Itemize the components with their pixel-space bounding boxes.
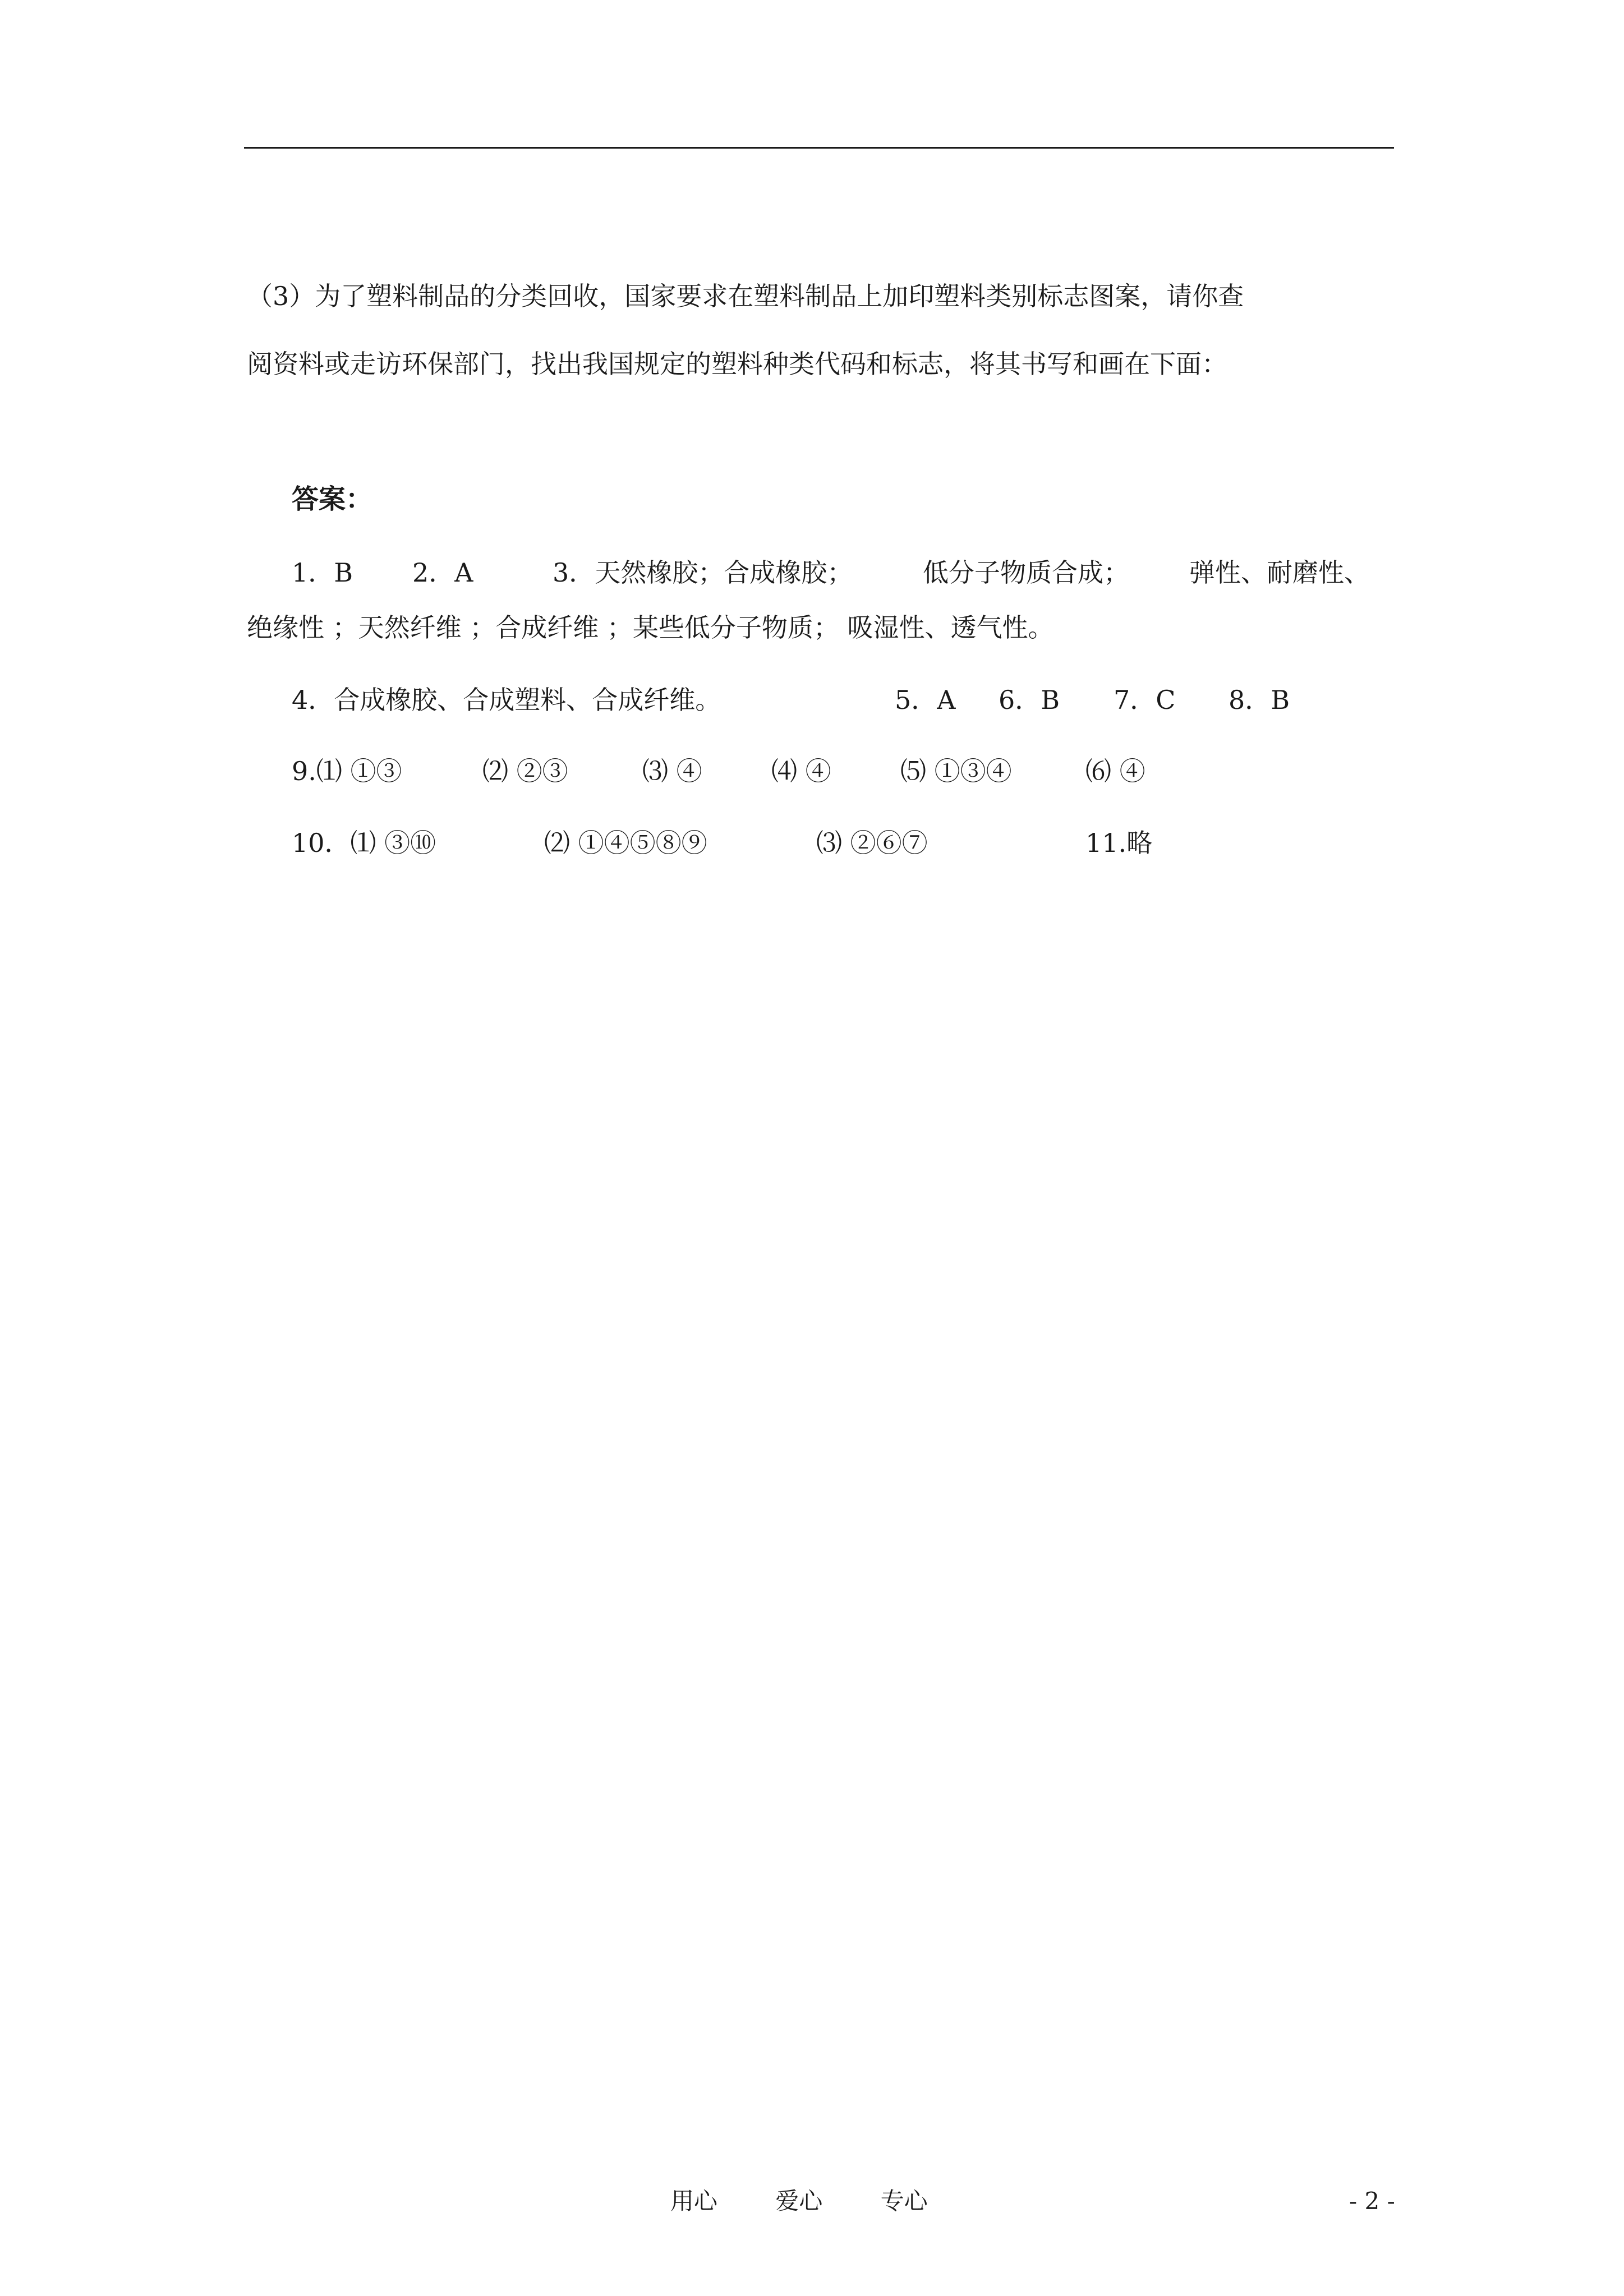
answer-9-6: ⑹ ④ xyxy=(1085,756,1145,786)
answer-1: 1．B xyxy=(292,557,353,588)
answer-row-1 xyxy=(247,557,1397,588)
answer-3a: 3．天然橡胶；合成橡胶； xyxy=(553,557,853,588)
answer-3c: 弹性、耐磨性、 xyxy=(1189,557,1370,588)
footer-item-2: 爱心 xyxy=(775,2187,823,2215)
answer-9-5: ⑸ ①③④ xyxy=(900,756,1012,786)
question-line-2: 阅资料或走访环保部门，找出我国规定的塑料种类代码和标志，将其书写和画在下面： xyxy=(247,349,1227,379)
answer-3b: 低分子物质合成； xyxy=(923,557,1129,588)
answer-10-2: ⑵ ①④⑤⑧⑨ xyxy=(544,828,707,858)
answer-8: 8．B xyxy=(1229,685,1290,715)
answer-row-4 xyxy=(247,758,1397,786)
answer-9-4: ⑷ ④ xyxy=(771,756,831,786)
answer-heading: 答案： xyxy=(292,483,373,515)
footer-motto xyxy=(670,2189,978,2213)
answer-11: 11.略 xyxy=(1085,828,1153,858)
question-line-1: （3）为了塑料制品的分类回收，国家要求在塑料制品上加印塑料类别标志图案，请你查 xyxy=(247,281,1244,311)
page-number: - 2 - xyxy=(1349,2187,1395,2215)
footer-item-1: 用心 xyxy=(670,2187,718,2215)
answer-row-5 xyxy=(247,830,1397,858)
answer-2: 2．A xyxy=(412,557,473,588)
answer-row-3 xyxy=(247,687,1397,715)
answer-4: 4．合成橡胶、合成塑料、合成纤维。 xyxy=(292,685,721,715)
header-rule xyxy=(244,147,1394,149)
answer-6: 6．B xyxy=(999,685,1060,715)
answer-9-1: 9.⑴ ①③ xyxy=(292,756,402,786)
footer-item-3: 专心 xyxy=(880,2187,928,2215)
answer-10-3: ⑶ ②⑥⑦ xyxy=(816,828,928,858)
answer-9-3: ⑶ ④ xyxy=(642,756,702,786)
answer-5: 5．A xyxy=(895,685,956,715)
answer-9-2: ⑵ ②③ xyxy=(482,756,568,786)
answer-10-1: 10．⑴ ③⑩ xyxy=(292,828,436,858)
answer-row-2: 绝缘性 ；天然纤维 ；合成纤维 ；某些低分子物质； 吸湿性、透气性。 xyxy=(247,612,1054,643)
answer-7: 7．C xyxy=(1114,685,1176,715)
